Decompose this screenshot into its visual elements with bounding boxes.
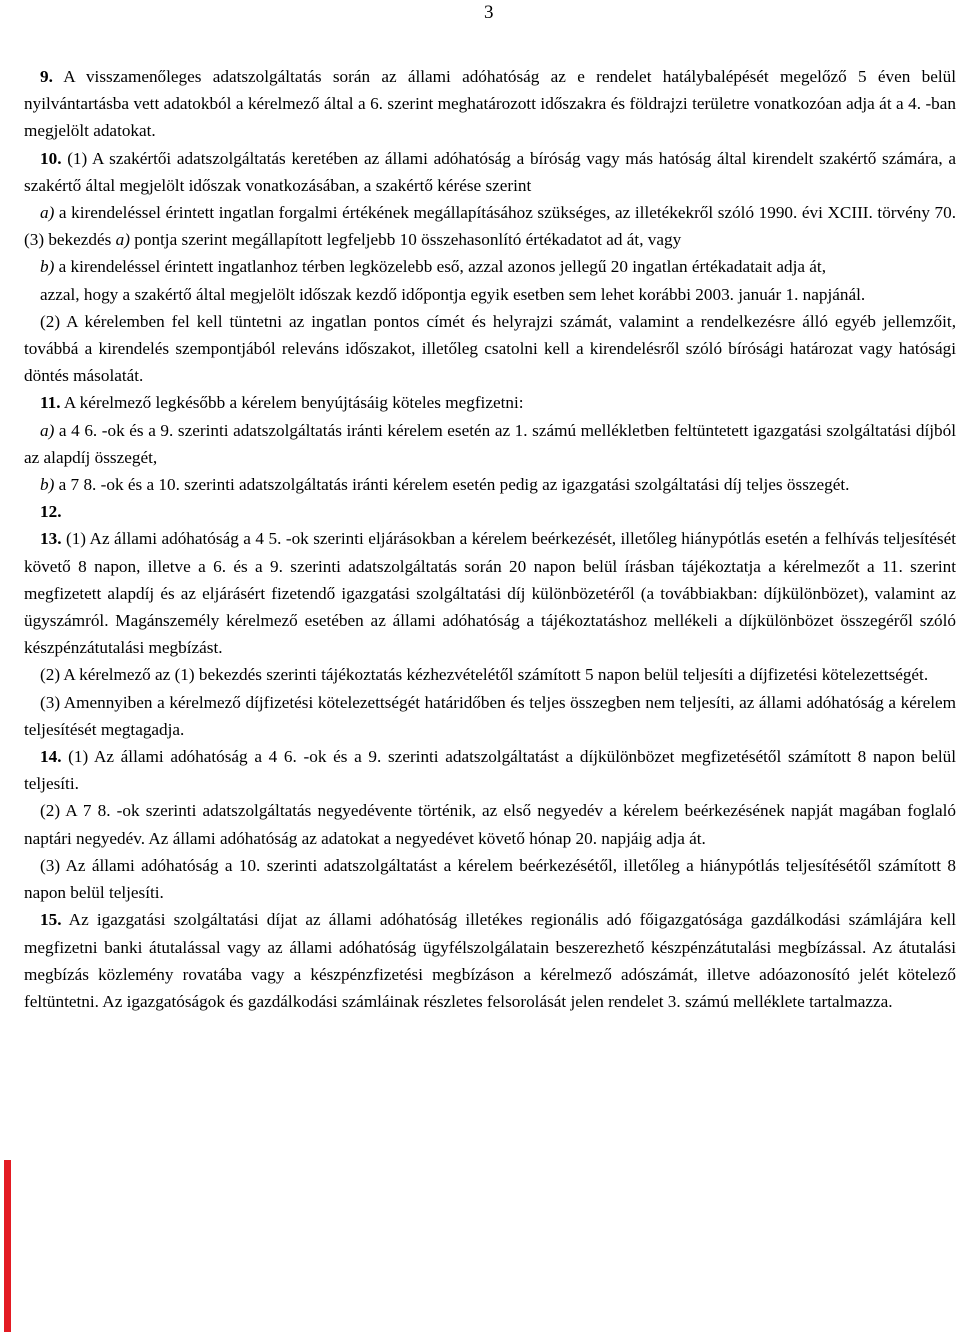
paragraph-text: (1) Az állami adóhatóság a 4 6. -ok és a 9. szerinti adatszolgáltatást a díjkülönbözet megfizetésétől számított 8 napon belül teljesíti. — [24, 747, 956, 794]
paragraph-text: pontja szerint megállapított legfeljebb 10 összehasonlító értékadatot ad át, vagy — [129, 230, 682, 250]
point-label: b) — [40, 475, 55, 495]
section-number: 14. — [40, 747, 62, 767]
point-label: a) — [40, 420, 55, 440]
section-number: 13. — [40, 529, 62, 549]
section-number: 10. — [40, 148, 62, 168]
paragraph-text: a kirendeléssel érintett ingatlan forgalmi értékének megállapításához szükséges, az illetékekről szóló 1990. évi XCIII. törvény 70. (3) bekezdés — [24, 203, 956, 250]
paragraph-text: a 4 6. -ok és a 9. szerinti adatszolgáltatás iránti kérelem esetén az 1. számú mellékletben feltüntetett igazgatási szolgáltatási díjból az alapdíj összegét, — [24, 420, 956, 467]
section-10-point-b — [24, 253, 956, 280]
paragraph-text: a 7 8. -ok és a 10. szerinti adatszolgáltatás iránti kérelem esetén pedig az igazgatási szolgáltatási díj teljes összegét. — [54, 475, 850, 495]
section-10-tail: azzal, hogy a szakértő által megjelölt időszak kezdő időpontja egyik esetben sem lehet korábbi 2003. január 1. napjánál. — [40, 284, 866, 304]
section-13-paragraph-3: (3) Amennyiben a kérelmező díjfizetési kötelezettségét határidőben és teljes összegben nem teljesíti, az állami adóhatóság a kérelem teljesítését megtagadja. — [24, 692, 956, 739]
section-14-paragraph-2: (2) A 7 8. -ok szerinti adatszolgáltatás negyedévente történik, az első negyedév a kérelem beérkezésének napját magában foglaló naptári negyedév. Az állami adóhatóság az adatokat a negyedévet követő hónap 20. napjáig adja át. — [24, 801, 956, 848]
section-number: 11. — [40, 393, 61, 413]
section-number: 9. — [40, 67, 53, 86]
section-13-paragraph-1 — [24, 525, 956, 661]
point-label: a) — [40, 203, 55, 223]
section-15 — [24, 906, 956, 1015]
section-12 — [24, 498, 956, 525]
paragraph-text: a kirendeléssel érintett ingatlanhoz térben legközelebb eső, azzal azonos jellegű 20 ingatlan értékadatait adja át, — [54, 257, 826, 277]
section-10-point-a — [24, 199, 956, 253]
section-13-paragraph-2: (2) A kérelmező az (1) bekezdés szerinti tájékoztatás kézhezvételétől számított 5 napon belül teljesíti a díjfizetési kötelezettségét. — [40, 665, 929, 685]
section-14-paragraph-1 — [24, 743, 956, 797]
document-body — [24, 63, 956, 1015]
paragraph-text: (1) A szakértői adatszolgáltatás keretében az állami adóhatóság a bíróság vagy más hatóság által kirendelt szakértő számára, a szakértő által megjelölt időszak vonatkozásában, a szakértő kérése szerint — [24, 148, 956, 195]
revision-change-bar — [4, 1160, 11, 1332]
point-label: b) — [40, 257, 55, 277]
paragraph-text: A kérelmező legkésőbb a kérelem benyújtásáig köteles megfizetni: — [60, 393, 524, 413]
section-10-paragraph-2: (2) A kérelemben fel kell tüntetni az ingatlan pontos címét és helyrajzi számát, valamint a rendelkezésre álló egyéb jellemzőit, továbbá a kirendelés szempontjából releváns időszakot, illetőleg csatolni kell a kirendelésről szóló bírósági határozat vagy hatósági döntés másolatát. — [24, 311, 956, 386]
section-number: 15. — [40, 910, 62, 930]
section-11 — [24, 389, 956, 416]
page-number: 3 — [484, 2, 494, 23]
paragraph-text: A visszamenőleges adatszolgáltatás során az állami adóhatóság az e rendelet hatálybalépését megelőző 5 éven belül nyilvántartásba vett adatokból a kérelmező által a 6. szerint meghatározott időszakra és földrajzi területre vonatkozóan adja át a 4. -ban megjelölt adatokat. — [24, 67, 956, 141]
point-reference: a) — [115, 230, 130, 250]
section-9 — [24, 63, 956, 145]
section-14-paragraph-3: (3) Az állami adóhatóság a 10. szerinti adatszolgáltatást a kérelem beérkezésétől, illetőleg a hiánypótlás teljesítésétől számított 8 napon belül teljesíti. — [24, 855, 956, 903]
section-number: 12. — [40, 502, 62, 522]
section-10-paragraph-1 — [24, 145, 956, 199]
section-11-point-b — [24, 471, 956, 498]
paragraph-text: (1) Az állami adóhatóság a 4 5. -ok szerinti eljárásokban a kérelem beérkezését, illetőleg hiánypótlás esetén a felhívás teljesítését követő 8 napon, illetve a 6. és a 9. szerinti adatszolgáltatás során 20 napon belül írásban tájékoztatja a kérelmezőt a 11. szerint megfizetett alapdíj és az eljárásért fizetendő igazgatási szolgáltatási díj különbözetéről (a továbbiakban: díjkülönbözet), valamint az ügyszámról. Magánszemély kérelmező esetében az állami adóhatóság a tájékoztatáshoz mellékeli a díjkülönbözet összegéről szóló készpénzátutalási megbízást. — [24, 529, 956, 658]
section-11-point-a — [24, 417, 956, 471]
paragraph-text: Az igazgatási szolgáltatási díjat az állami adóhatóság illetékes regionális adó főigazgatósága gazdálkodási számlájára kell megfizetni banki átutalással vagy az állami adóhatóság ügyfélszolgálatain beszerezhető készpénzátutalási megbízással. Az átutalási megbízás közlemény rovatába vagy a készpénzfizetési megbízáson a kérelmező adószámát, illetve adóazonosító jelét kötelező feltüntetni. Az igazgatóságok és gazdálkodási számláinak részletes felsorolását jelen rendelet 3. számú melléklete tartalmazza. — [24, 910, 956, 1011]
